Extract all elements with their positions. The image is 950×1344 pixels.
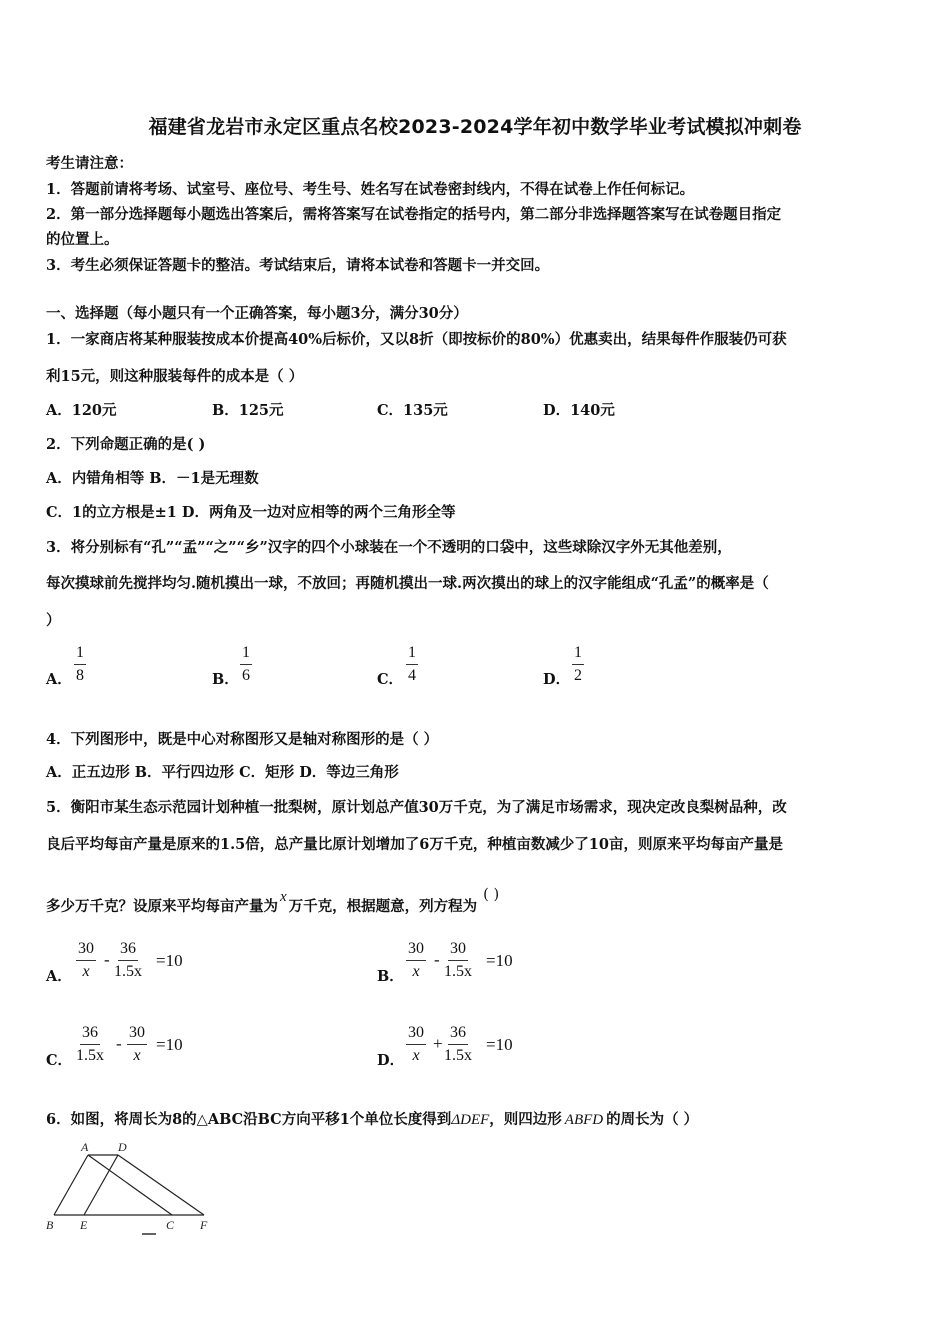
q1-option-d[interactable]: D．140元 (543, 402, 615, 419)
q5-option-d-frac-2-num: 36 (448, 1024, 468, 1045)
q5-option-c-frac-1-den: 1.5x (76, 1047, 104, 1064)
label-a: A (81, 1140, 89, 1154)
q5-option-d-frac-1 (406, 1024, 426, 1065)
notice-item-2-cont: 的位置上。 (46, 231, 119, 248)
q3-line-2: 每次摸球前先搅拌均匀.随机摸出一球，不放回；再随机摸出一球.两次摸出的球上的汉字能组成“孔孟”的概率是（ (46, 575, 769, 592)
q5-option-a-label[interactable]: A． (46, 968, 72, 985)
q6-stem-c: 的周长为（ ） (606, 1111, 699, 1128)
q3-option-d-num: 1 (572, 644, 584, 665)
q3-line-1: 3．将分别标有“孔”“孟”“之”“乡”汉字的四个小球装在一个不透明的口袋中，这些球除汉字外无其他差别， (46, 539, 732, 556)
q5-line-3-a: 多少万千克？设原来平均每亩产量为 (46, 898, 278, 915)
q5-option-a-frac-1-num: 30 (76, 940, 96, 961)
q3-option-b-label[interactable]: B． (212, 671, 239, 688)
q5-option-c-frac-2 (127, 1024, 147, 1065)
notice-item-3: 3．考生必须保证答题卡的整洁。考试结束后，请将本试卷和答题卡一并交回。 (46, 257, 550, 274)
q3-option-b-num: 1 (240, 644, 252, 665)
q1-line-1: 1．一家商店将某种服装按成本价提高40%后标价，又以8折（即按标价的80%）优惠卖出，结果每件作服装仍可获 (46, 331, 787, 348)
q5-line-2: 良后平均每亩产量是原来的1.5倍，总产量比原计划增加了6万千克，种植亩数减少了10亩，则原来平均每亩产量是 (46, 836, 783, 853)
q2-options-row-1[interactable]: A．内错角相等 B．－1是无理数 (46, 470, 259, 487)
q5-option-b-frac-2-num: 30 (448, 940, 468, 961)
q3-option-c-num: 1 (406, 644, 418, 665)
q3-option-c-label[interactable]: C． (377, 671, 404, 688)
q5-line-3-b: 万千克，根据题意，列方程为 (288, 898, 478, 915)
q5-option-b-frac-1 (406, 940, 426, 981)
q3-option-d-den: 2 (574, 667, 582, 684)
q5-option-b-frac-1-num: 30 (406, 940, 426, 961)
q5-option-d-label[interactable]: D． (377, 1052, 405, 1069)
q1-option-b[interactable]: B．125元 (212, 402, 284, 419)
q5-option-d-frac-2 (444, 1024, 472, 1065)
q1-option-a[interactable]: A．120元 (46, 402, 117, 419)
q5-option-d-frac-1-num: 30 (406, 1024, 426, 1045)
q5-option-c-operator: - (116, 1034, 122, 1053)
q5-option-d-rhs: =10 (486, 1035, 513, 1054)
q3-option-a-fraction (74, 644, 86, 685)
q5-option-a-rhs: =10 (156, 951, 183, 970)
q5-line-1: 5．衡阳市某生态示范园计划种植一批梨树，原计划总产值30万千克，为了满足市场需求，现决定改良梨树品种，改 (46, 799, 787, 816)
q3-option-a-num: 1 (74, 644, 86, 665)
q3-option-c-den: 4 (408, 667, 416, 684)
q5-option-a-frac-2-den: 1.5x (114, 963, 142, 980)
q4-stem: 4．下列图形中，既是中心对称图形又是轴对称图形的是（ ） (46, 731, 439, 748)
q3-option-a-label[interactable]: A． (46, 671, 72, 688)
q5-option-a-frac-1-den: x (82, 963, 90, 980)
q5-option-d-frac-1-den: x (412, 1047, 420, 1064)
q5-option-b-label[interactable]: B． (377, 968, 404, 985)
q2-options-row-2[interactable]: C．1的立方根是±1 D．两角及一边对应相等的两个三角形全等 (46, 504, 456, 521)
q6-triangle-def: ΔDEF (451, 1112, 490, 1128)
q5-answer-paren: ( ) (483, 887, 500, 903)
q2-stem: 2．下列命题正确的是( ) (46, 436, 206, 453)
q3-option-a-den: 8 (76, 667, 84, 684)
q3-option-c-fraction (406, 644, 418, 685)
q5-option-c-frac-1-num: 36 (80, 1024, 100, 1045)
q5-option-c-frac-2-num: 30 (127, 1024, 147, 1045)
q5-line-3 (46, 887, 500, 916)
q5-option-a-operator: - (104, 950, 110, 969)
label-c: C (166, 1218, 175, 1232)
q6-stem-a: 6．如图，将周长为8的△ABC沿BC方向平移1个单位长度得到 (46, 1111, 452, 1128)
q5-option-d-frac-2-den: 1.5x (444, 1047, 472, 1064)
q5-option-c-rhs: =10 (156, 1035, 183, 1054)
q3-option-b-den: 6 (242, 667, 250, 684)
section-heading: 一、选择题（每小题只有一个正确答案，每小题3分，满分30分） (46, 305, 468, 322)
q3-line-3: ） (46, 612, 61, 629)
notice-heading: 考生请注意： (46, 155, 133, 172)
q6-stem (46, 1108, 698, 1129)
notice-item-2: 2．第一部分选择题每小题选出答案后，需将答案写在试卷指定的括号内，第二部分非选择题答案写在试卷题目指定 (46, 206, 782, 223)
q1-line-2: 利15元，则这种服装每件的成本是（ ） (46, 368, 304, 385)
q5-variable: x (280, 889, 287, 905)
q5-option-d-operator: + (433, 1034, 443, 1053)
q5-option-b-rhs: =10 (486, 951, 513, 970)
q5-option-c-frac-1 (76, 1024, 104, 1065)
q3-option-d-fraction (572, 644, 584, 685)
q5-option-c-frac-2-den: x (133, 1047, 141, 1064)
q3-option-b-fraction (240, 644, 252, 685)
notice-item-1: 1．答题前请将考场、试室号、座位号、考生号、姓名写在试卷密封线内，不得在试卷上作任何标记。 (46, 181, 695, 198)
label-d: D (118, 1140, 127, 1154)
q3-option-d-label[interactable]: D． (543, 671, 571, 688)
q5-option-b-frac-1-den: x (412, 963, 420, 980)
q1-option-c[interactable]: C．135元 (377, 402, 448, 419)
q5-option-a-frac-1 (76, 940, 96, 981)
q6-translation-figure (44, 1137, 224, 1237)
q6-stem-b: ，则四边形 (489, 1111, 562, 1128)
q5-option-a-frac-2 (114, 940, 142, 981)
label-b: B (46, 1218, 54, 1232)
q4-options[interactable]: A．正五边形 B．平行四边形 C．矩形 D．等边三角形 (46, 764, 399, 781)
q5-option-b-frac-2 (444, 940, 472, 981)
q6-quad-abfd: ABFD (564, 1112, 604, 1128)
q5-option-c-label[interactable]: C． (46, 1052, 73, 1069)
label-f: F (200, 1218, 208, 1232)
line-ab (54, 1155, 88, 1215)
q5-option-a-frac-2-num: 36 (118, 940, 138, 961)
label-e: E (80, 1218, 88, 1232)
q5-option-b-frac-2-den: 1.5x (444, 963, 472, 980)
page-title: 福建省龙岩市永定区重点名校2023-2024学年初中数学毕业考试模拟冲刺卷 (148, 116, 802, 138)
q5-option-b-operator: - (434, 950, 440, 969)
